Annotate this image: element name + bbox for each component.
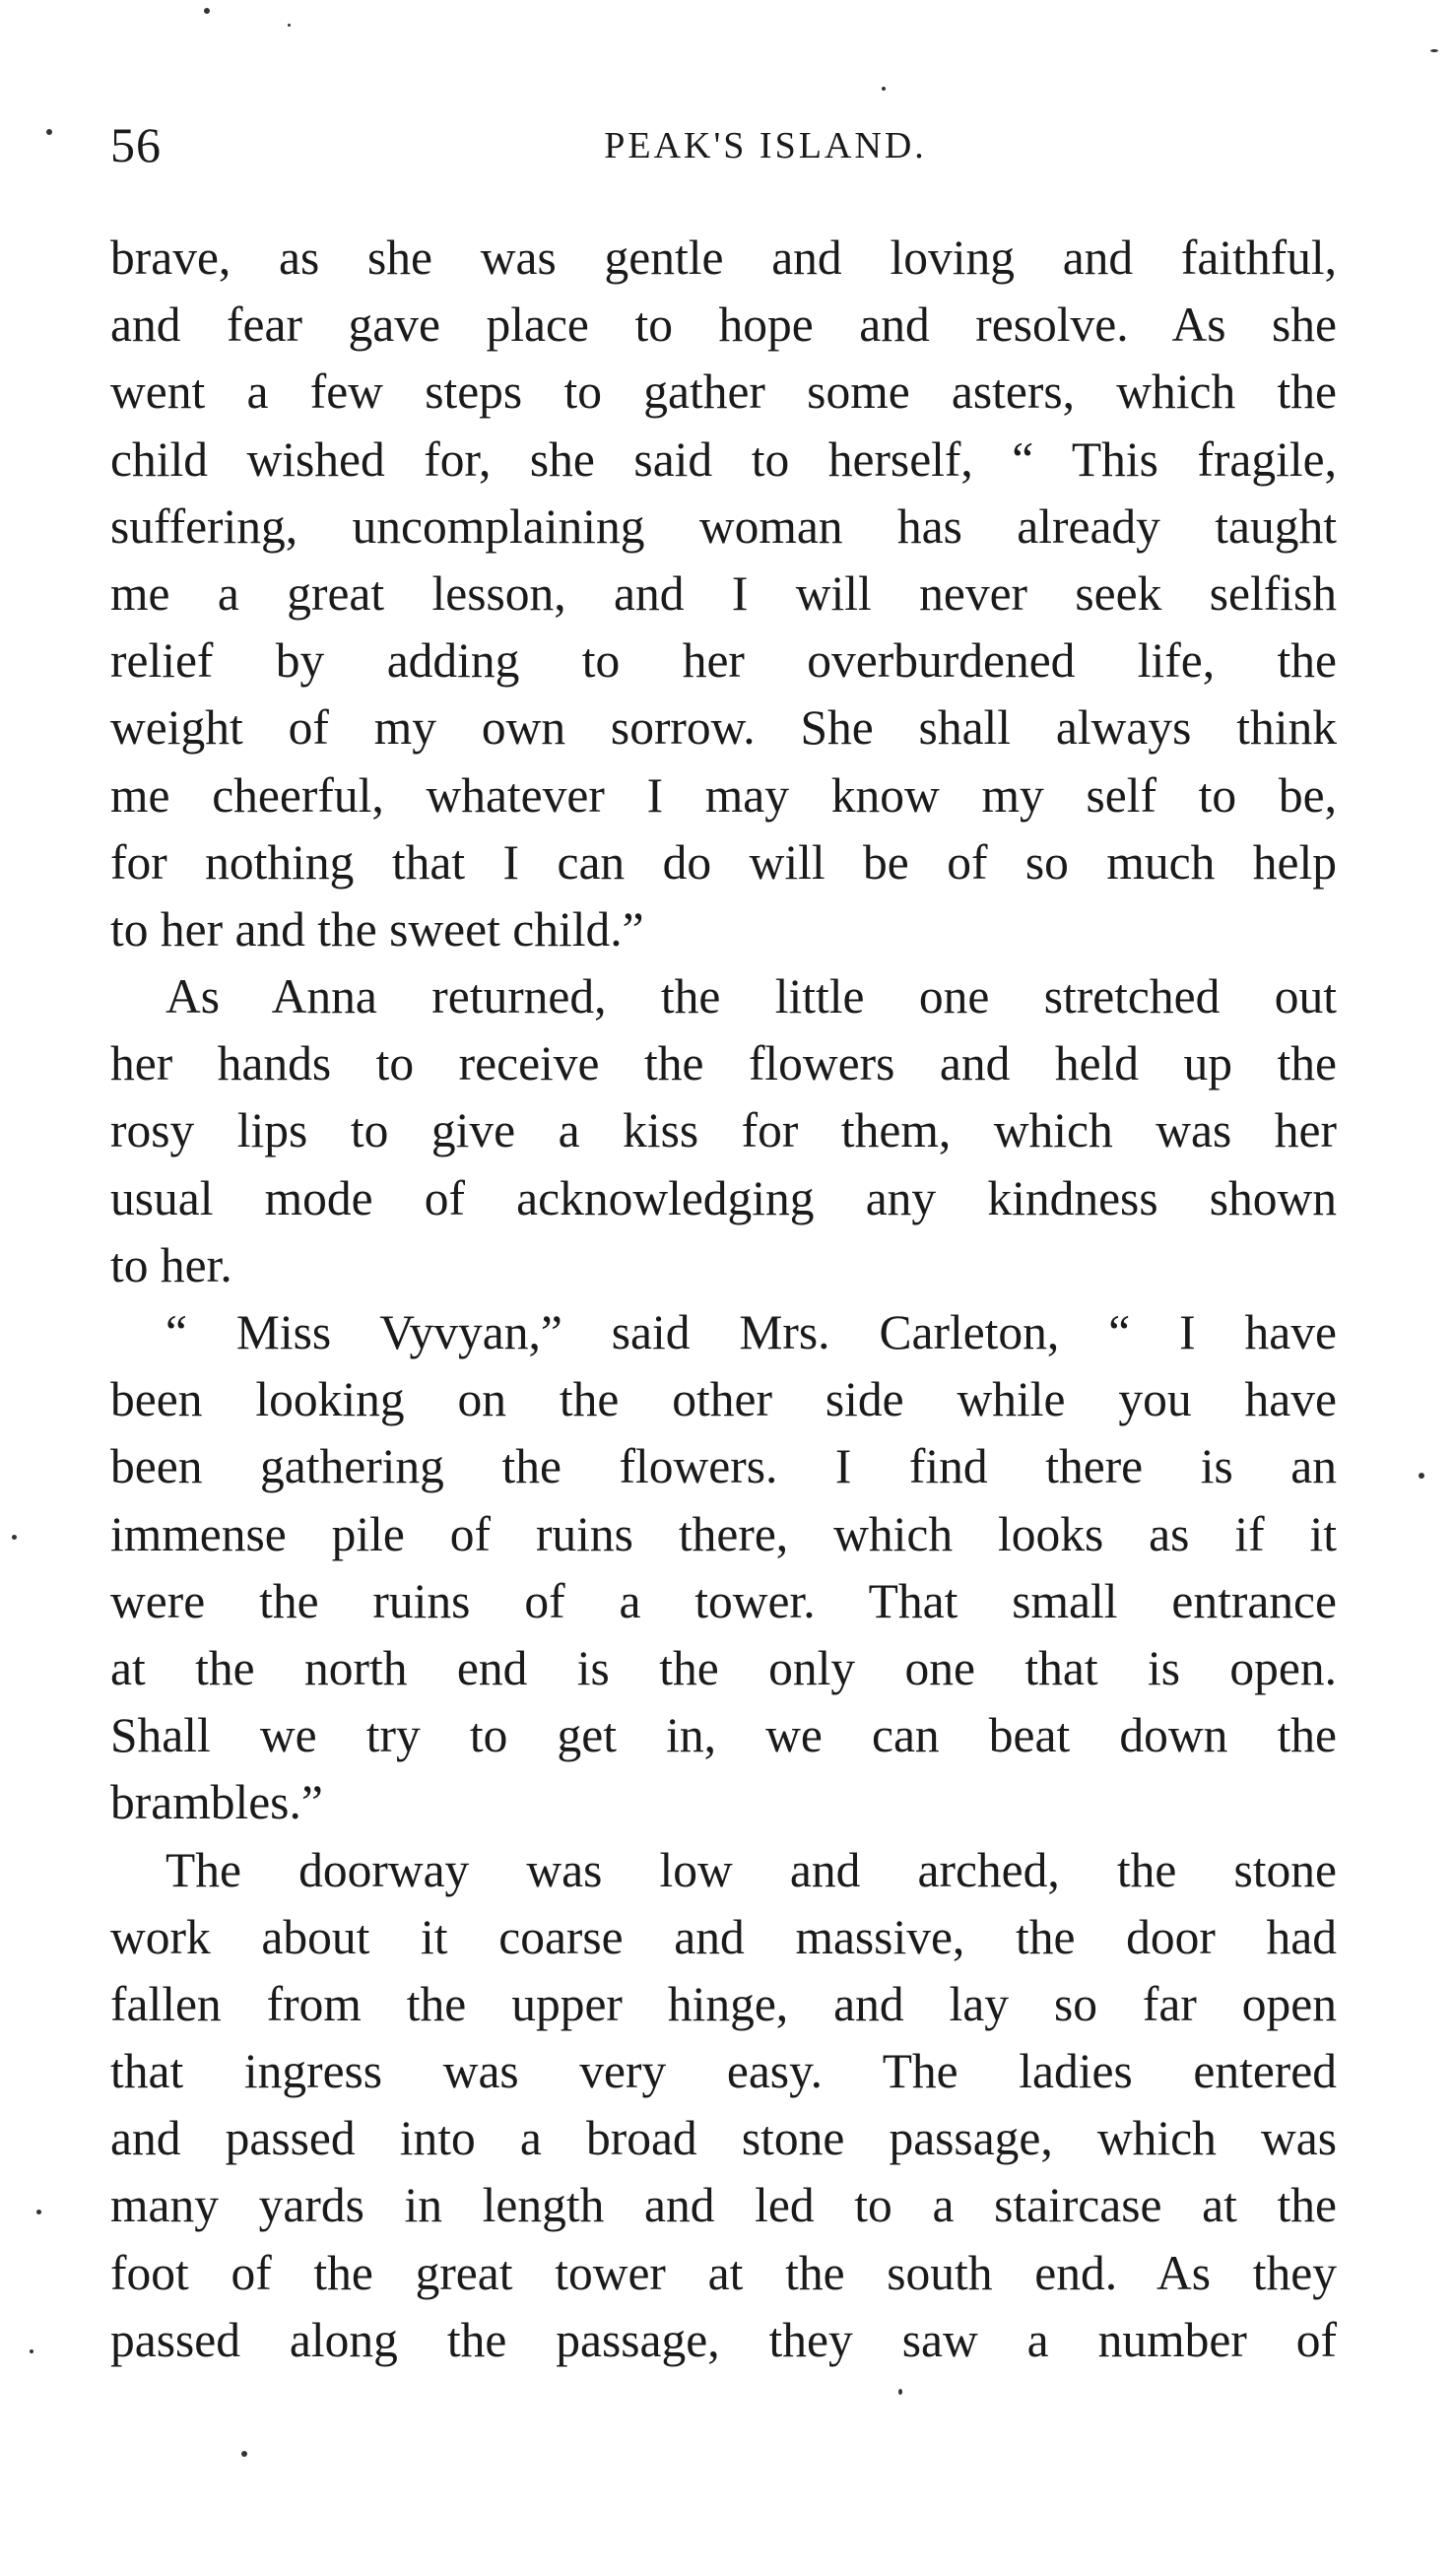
text-line: foot of the great tower at the south end. As they — [110, 2245, 1337, 2300]
text-line: were the ruins of a tower. That small entrance — [110, 1573, 1337, 1628]
running-title: PEAK'S ISLAND. — [604, 125, 927, 166]
text-line: to her. — [110, 1237, 232, 1292]
scan-speck — [898, 2389, 902, 2395]
text-line: immense pile of ruins there, which looks as if it — [110, 1506, 1337, 1561]
text-line: weight of my own sorrow. She shall always think — [110, 700, 1337, 756]
text-line: passed along the passage, they saw a number of — [110, 2312, 1337, 2367]
text-line: for nothing that I can do will be of so much help — [110, 834, 1337, 890]
text-line: and passed into a broad stone passage, which was — [110, 2111, 1337, 2166]
paragraph — [110, 225, 1337, 963]
paragraph — [110, 1837, 1337, 2375]
text-line: child wished for, she said to herself, “ This fragile, — [110, 431, 1337, 487]
text-line: Shall we try to get in, we can beat down the — [110, 1708, 1337, 1763]
scan-speck — [1419, 1473, 1424, 1479]
text-line: been gathering the flowers. I find there is an — [110, 1439, 1337, 1494]
text-line: relief by adding to her overburdened life, the — [110, 633, 1337, 689]
scan-speck — [241, 2451, 247, 2457]
text-line: many yards in length and led to a staircase at the — [110, 2178, 1337, 2233]
scan-speck — [288, 24, 291, 27]
text-line: at the north end is the only one that is open. — [110, 1640, 1337, 1695]
scan-speck — [1430, 49, 1438, 52]
text-line: me cheerful, whatever I may know my self to be, — [110, 767, 1337, 823]
page-header — [110, 116, 1342, 185]
text-line: The doorway was low and arched, the stone — [165, 1842, 1337, 1897]
text-line: and fear gave place to hope and resolve. As she — [110, 297, 1337, 353]
text-line: been looking on the other side while you have — [110, 1372, 1337, 1427]
text-line: As Anna returned, the little one stretched out — [165, 969, 1337, 1024]
text-line: suffering, uncomplaining woman has already taught — [110, 498, 1337, 554]
text-line: work about it coarse and massive, the door had — [110, 1909, 1337, 1964]
text-line: her hands to receive the flowers and held up the — [110, 1036, 1337, 1091]
scan-speck — [882, 87, 886, 91]
body-text — [110, 225, 1337, 2374]
scan-speck — [36, 2210, 41, 2214]
text-line: that ingress was very easy. The ladies entered — [110, 2044, 1337, 2099]
text-line: went a few steps to gather some asters, which the — [110, 364, 1337, 420]
scan-speck — [12, 1535, 17, 1540]
scan-speck — [46, 129, 52, 135]
text-line: brambles.” — [110, 1775, 323, 1830]
page-number: 56 — [110, 117, 162, 172]
scan-speck — [30, 2349, 33, 2353]
text-line: rosy lips to give a kiss for them, which was her — [110, 1103, 1337, 1158]
paragraph — [110, 1299, 1337, 1837]
text-line: fallen from the upper hinge, and lay so far open — [110, 1976, 1337, 2031]
text-line: usual mode of acknowledging any kindness shown — [110, 1170, 1337, 1225]
paragraph — [110, 963, 1337, 1299]
text-line: “ Miss Vyvyan,” said Mrs. Carleton, “ I have — [165, 1305, 1337, 1359]
text-line: brave, as she was gentle and loving and faithful, — [110, 231, 1337, 285]
text-line: me a great lesson, and I will never seek selfish — [110, 565, 1337, 621]
scan-speck — [204, 8, 210, 14]
text-line: to her and the sweet child.” — [110, 901, 644, 957]
